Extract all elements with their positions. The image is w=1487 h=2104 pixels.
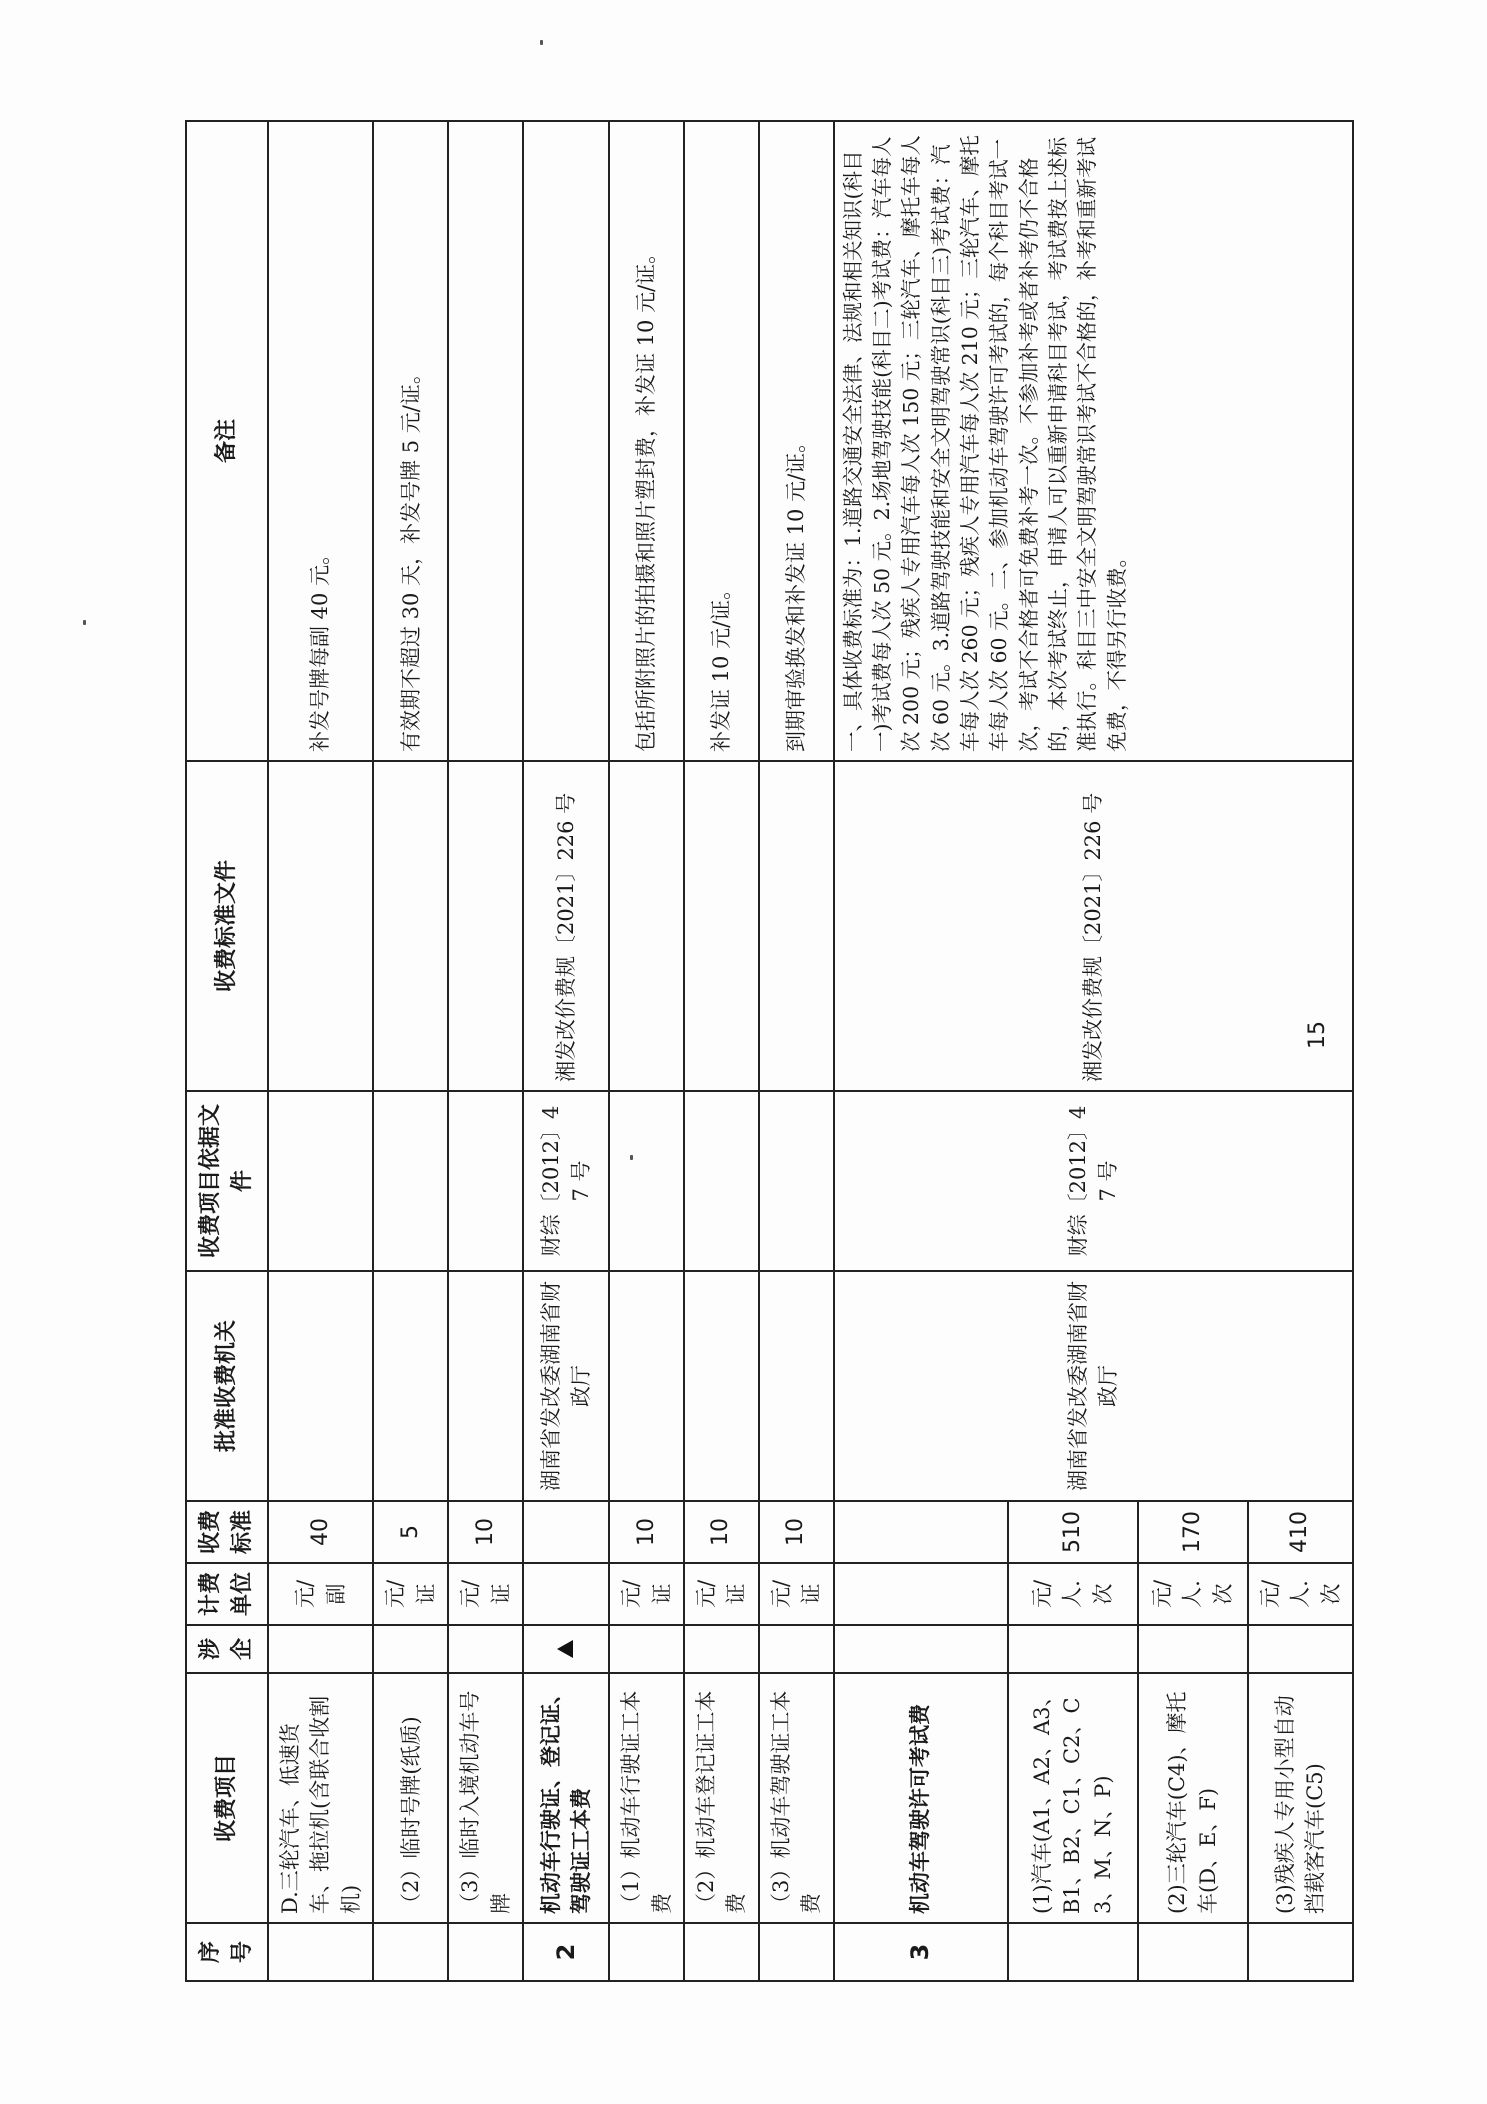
seq-cell (268, 1923, 373, 1981)
enterprise-cell (448, 1625, 523, 1673)
standard-cell: 10 (609, 1501, 684, 1563)
unit-cell: 元/证 (684, 1563, 759, 1625)
standard-cell: 510 (1008, 1501, 1138, 1563)
table-row (268, 121, 373, 1981)
header-standard: 收费标准 (186, 1501, 268, 1563)
authority-cell (268, 1271, 373, 1501)
seq-cell (1008, 1923, 1138, 1981)
authority-cell (684, 1271, 759, 1501)
enterprise-cell (1008, 1625, 1138, 1673)
standard-cell: 10 (448, 1501, 523, 1563)
basis-doc-cell (373, 1091, 448, 1271)
seq-cell (448, 1923, 523, 1981)
item-cell: 机动车驾驶许可考试费 (834, 1673, 1008, 1923)
unit-cell (834, 1563, 1008, 1625)
triangle-marker-icon (557, 1640, 573, 1658)
remarks-cell: 包括所附照片的拍摄和照片塑封费，补发证 10 元/证。 (609, 121, 684, 761)
seq-cell: 3 (834, 1923, 1008, 1981)
table-row (448, 121, 523, 1981)
seq-cell (373, 1923, 448, 1981)
header-authority: 批准收费机关 (186, 1271, 268, 1501)
remarks-cell: 补发证 10 元/证。 (684, 121, 759, 761)
standard-cell (523, 1501, 609, 1563)
unit-cell: 元/证 (759, 1563, 834, 1625)
seq-cell (609, 1923, 684, 1981)
basis-doc-cell (759, 1091, 834, 1271)
item-cell: D.三轮汽车、低速货车、拖拉机(含联合收割机) (268, 1673, 373, 1923)
remarks-cell: 一、具体收费标准为：1.道路交通安全法律、法规和相关知识(科目一)考试费每人次 50 元。2.场地驾驶技能(科目二)考试费：汽车每人次 200 元；残疾人专用汽车每人次 150 元；三轮汽车、摩托车每人次 60 元。3.道路驾驶技能和安全文明驾驶常识(科目三)考试费：汽车每人次 260 元；残疾人专用汽车每人次 210 元；三轮汽车、摩托车每人次 60 元。二、参加机动车驾驶许可考试的，每个科目考试一次，考试不合格者可免费补考一次。不参加补考或者补考仍不合格的，本次考试终止，申请人可以重新申请科目考试，考试费按上述标准执行。科目三中安全文明驾驶常识考试不合格的，补考和重新考试免费，不得另行收费。 (834, 121, 1353, 761)
enterprise-cell (609, 1625, 684, 1673)
seq-cell (1138, 1923, 1248, 1981)
item-cell: (2)三轮汽车(C4)、摩托车(D、E、F) (1138, 1673, 1248, 1923)
standard-cell: 40 (268, 1501, 373, 1563)
fee-table (185, 120, 1354, 1982)
rotated-table-wrapper (185, 122, 1343, 1982)
standard-cell: 5 (373, 1501, 448, 1563)
scan-speck (83, 620, 86, 625)
standard-doc-cell (448, 761, 523, 1091)
remarks-cell: 有效期不超过 30 天，补发号牌 5 元/证。 (373, 121, 448, 761)
unit-cell (523, 1563, 609, 1625)
header-item: 收费项目 (186, 1673, 268, 1923)
remarks-cell (448, 121, 523, 761)
basis-doc-cell (268, 1091, 373, 1271)
section-row (523, 121, 609, 1981)
header-basis-doc: 收费项目依据文件 (186, 1091, 268, 1271)
standard-doc-cell (684, 761, 759, 1091)
authority-cell (609, 1271, 684, 1501)
basis-doc-cell: 财综〔2012〕47 号 (834, 1091, 1353, 1271)
item-cell: （3）机动车驾驶证工本费 (759, 1673, 834, 1923)
item-cell: （1）机动车行驶证工本费 (609, 1673, 684, 1923)
standard-cell: 10 (759, 1501, 834, 1563)
basis-doc-cell (609, 1091, 684, 1271)
unit-cell: 元/人.次 (1138, 1563, 1248, 1625)
basis-doc-cell (448, 1091, 523, 1271)
enterprise-cell (268, 1625, 373, 1673)
unit-cell: 元/副 (268, 1563, 373, 1625)
authority-cell (373, 1271, 448, 1501)
item-cell: （2）机动车登记证工本费 (684, 1673, 759, 1923)
remarks-cell: 补发号牌每副 40 元。 (268, 121, 373, 761)
standard-cell: 170 (1138, 1501, 1248, 1563)
scan-speck (540, 40, 543, 45)
header-standard-doc: 收费标准文件 (186, 761, 268, 1091)
item-cell: （3）临时入境机动车号牌 (448, 1673, 523, 1923)
standard-doc-cell (759, 761, 834, 1091)
seq-cell (759, 1923, 834, 1981)
enterprise-cell (1248, 1625, 1353, 1673)
item-cell: （2）临时号牌(纸质) (373, 1673, 448, 1923)
standard-cell (834, 1501, 1008, 1563)
standard-cell: 410 (1248, 1501, 1353, 1563)
standard-doc-cell (373, 761, 448, 1091)
standard-cell: 10 (684, 1501, 759, 1563)
remarks-cell (523, 121, 609, 761)
table-row (759, 121, 834, 1981)
unit-cell: 元/证 (609, 1563, 684, 1625)
authority-cell (448, 1271, 523, 1501)
page-number: 15 (1305, 1021, 1330, 1049)
header-row (186, 121, 268, 1981)
enterprise-cell (1138, 1625, 1248, 1673)
item-cell: (1)汽车(A1、A2、A3、B1、B2、C1、C2、C3、M、N、P) (1008, 1673, 1138, 1923)
unit-cell: 元/证 (448, 1563, 523, 1625)
header-enterprise: 涉企 (186, 1625, 268, 1673)
seq-cell (684, 1923, 759, 1981)
item-cell: 机动车行驶证、登记证、驾驶证工本费 (523, 1673, 609, 1923)
unit-cell: 元/人.次 (1008, 1563, 1138, 1625)
header-unit: 计费单位 (186, 1563, 268, 1625)
authority-cell: 湖南省发改委湖南省财政厅 (834, 1271, 1353, 1501)
enterprise-cell (834, 1625, 1008, 1673)
seq-cell (1248, 1923, 1353, 1981)
table-row (684, 121, 759, 1981)
basis-doc-cell (684, 1091, 759, 1271)
table-row (373, 121, 448, 1981)
enterprise-cell (523, 1625, 609, 1673)
item-cell: (3)残疾人专用小型自动挡载客汽车(C5) (1248, 1673, 1353, 1923)
header-seq: 序号 (186, 1923, 268, 1981)
authority-cell: 湖南省发改委湖南省财政厅 (523, 1271, 609, 1501)
seq-cell: 2 (523, 1923, 609, 1981)
header-remarks: 备注 (186, 121, 268, 761)
enterprise-cell (759, 1625, 834, 1673)
unit-cell: 元/人.次 (1248, 1563, 1353, 1625)
unit-cell: 元/证 (373, 1563, 448, 1625)
standard-doc-cell: 湘发改价费规〔2021〕226 号 (834, 761, 1353, 1091)
authority-cell (759, 1271, 834, 1501)
standard-doc-cell (609, 761, 684, 1091)
table-row (609, 121, 684, 1981)
remarks-cell: 到期审验换发和补发证 10 元/证。 (759, 121, 834, 761)
enterprise-cell (684, 1625, 759, 1673)
enterprise-cell (373, 1625, 448, 1673)
standard-doc-cell (268, 761, 373, 1091)
section-row (834, 121, 1008, 1981)
standard-doc-cell: 湘发改价费规〔2021〕226 号 (523, 761, 609, 1091)
basis-doc-cell: 财综〔2012〕47 号 (523, 1091, 609, 1271)
